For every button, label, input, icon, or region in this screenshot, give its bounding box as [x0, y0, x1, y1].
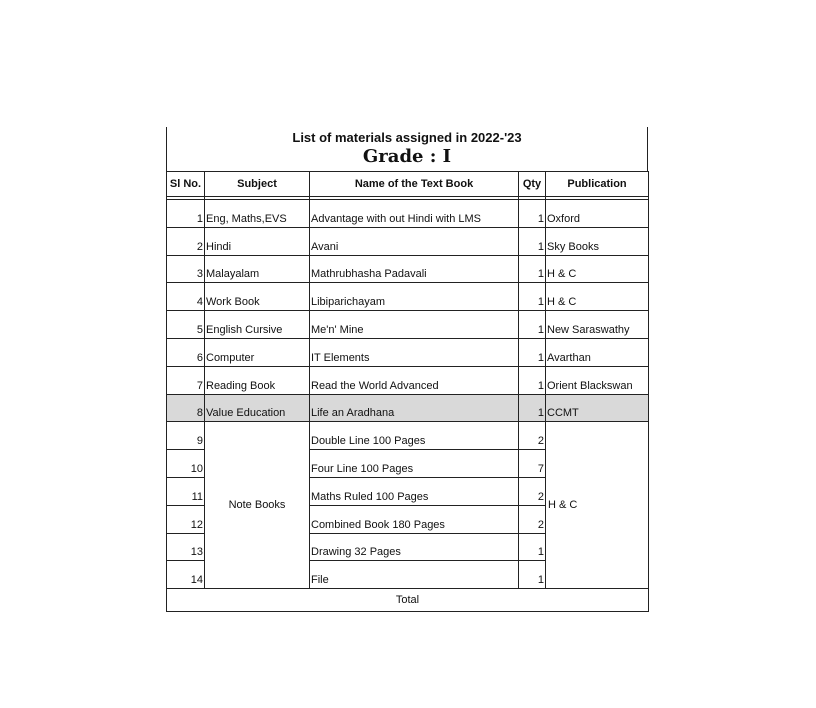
table-row — [167, 311, 649, 339]
cell-subject: Work Book — [205, 283, 310, 311]
header-qty: Qty — [519, 172, 546, 197]
total-row — [167, 589, 649, 612]
cell-qty: 1 — [519, 255, 546, 283]
cell-publication: CCMT — [546, 394, 649, 422]
cell-publication: H & C — [546, 283, 649, 311]
cell-book: Combined Book 180 Pages — [310, 505, 519, 533]
cell-publication-merged: H & C — [546, 422, 649, 589]
table-row-highlighted — [167, 394, 649, 422]
cell-book: Life an Aradhana — [310, 394, 519, 422]
table-row — [167, 255, 649, 283]
cell-sl: 9 — [167, 422, 205, 450]
cell-book: Mathrubhasha Padavali — [310, 255, 519, 283]
cell-qty: 1 — [519, 561, 546, 589]
header-sl-no: Sl No. — [167, 172, 205, 197]
cell-book: Four Line 100 Pages — [310, 450, 519, 478]
cell-book: File — [310, 561, 519, 589]
materials-table — [166, 171, 649, 612]
cell-sl: 6 — [167, 338, 205, 366]
cell-book: Double Line 100 Pages — [310, 422, 519, 450]
cell-qty: 2 — [519, 505, 546, 533]
cell-publication: Orient Blackswan — [546, 366, 649, 394]
cell-subject-merged: Note Books — [205, 422, 310, 589]
header-subject: Subject — [205, 172, 310, 197]
cell-qty: 7 — [519, 450, 546, 478]
header-publication: Publication — [546, 172, 649, 197]
cell-subject: Eng, Maths,EVS — [205, 200, 310, 228]
cell-qty: 2 — [519, 422, 546, 450]
cell-subject: Value Education — [205, 394, 310, 422]
header-book: Name of the Text Book — [310, 172, 519, 197]
cell-sl: 8 — [167, 394, 205, 422]
cell-book: IT Elements — [310, 338, 519, 366]
cell-book: Maths Ruled 100 Pages — [310, 477, 519, 505]
cell-sl: 4 — [167, 283, 205, 311]
cell-sl: 7 — [167, 366, 205, 394]
cell-subject: English Cursive — [205, 311, 310, 339]
cell-sl: 14 — [167, 561, 205, 589]
total-label: Total — [167, 589, 649, 612]
cell-publication: Avarthan — [546, 338, 649, 366]
cell-qty: 1 — [519, 394, 546, 422]
cell-qty: 1 — [519, 200, 546, 228]
table-row — [167, 422, 649, 450]
cell-publication: Oxford — [546, 200, 649, 228]
cell-publication: New Saraswathy — [546, 311, 649, 339]
cell-book: Me'n' Mine — [310, 311, 519, 339]
table-header-row — [167, 172, 649, 197]
cell-sl: 3 — [167, 255, 205, 283]
table-row — [167, 283, 649, 311]
cell-sl: 2 — [167, 227, 205, 255]
cell-book: Drawing 32 Pages — [310, 533, 519, 561]
table-row — [167, 338, 649, 366]
cell-book: Read the World Advanced — [310, 366, 519, 394]
table-row — [167, 366, 649, 394]
cell-subject: Reading Book — [205, 366, 310, 394]
cell-sl: 5 — [167, 311, 205, 339]
grade-heading: Grade : I — [362, 146, 452, 167]
cell-subject: Computer — [205, 338, 310, 366]
cell-sl: 1 — [167, 200, 205, 228]
cell-publication: Sky Books — [546, 227, 649, 255]
cell-book: Libiparichayam — [310, 283, 519, 311]
cell-qty: 1 — [519, 227, 546, 255]
materials-sheet — [166, 127, 648, 612]
cell-sl: 13 — [167, 533, 205, 561]
document-title: List of materials assigned in 2022-'23 — [292, 130, 522, 145]
cell-qty: 1 — [519, 366, 546, 394]
cell-sl: 12 — [167, 505, 205, 533]
cell-qty: 1 — [519, 311, 546, 339]
table-row — [167, 227, 649, 255]
cell-qty: 1 — [519, 283, 546, 311]
cell-sl: 10 — [167, 450, 205, 478]
cell-book: Advantage with out Hindi with LMS — [310, 200, 519, 228]
table-row — [167, 200, 649, 228]
cell-subject: Hindi — [205, 227, 310, 255]
cell-subject: Malayalam — [205, 255, 310, 283]
cell-qty: 1 — [519, 533, 546, 561]
cell-qty: 1 — [519, 338, 546, 366]
sheet-header — [166, 127, 648, 171]
cell-book: Avani — [310, 227, 519, 255]
cell-qty: 2 — [519, 477, 546, 505]
cell-publication: H & C — [546, 255, 649, 283]
cell-sl: 11 — [167, 477, 205, 505]
